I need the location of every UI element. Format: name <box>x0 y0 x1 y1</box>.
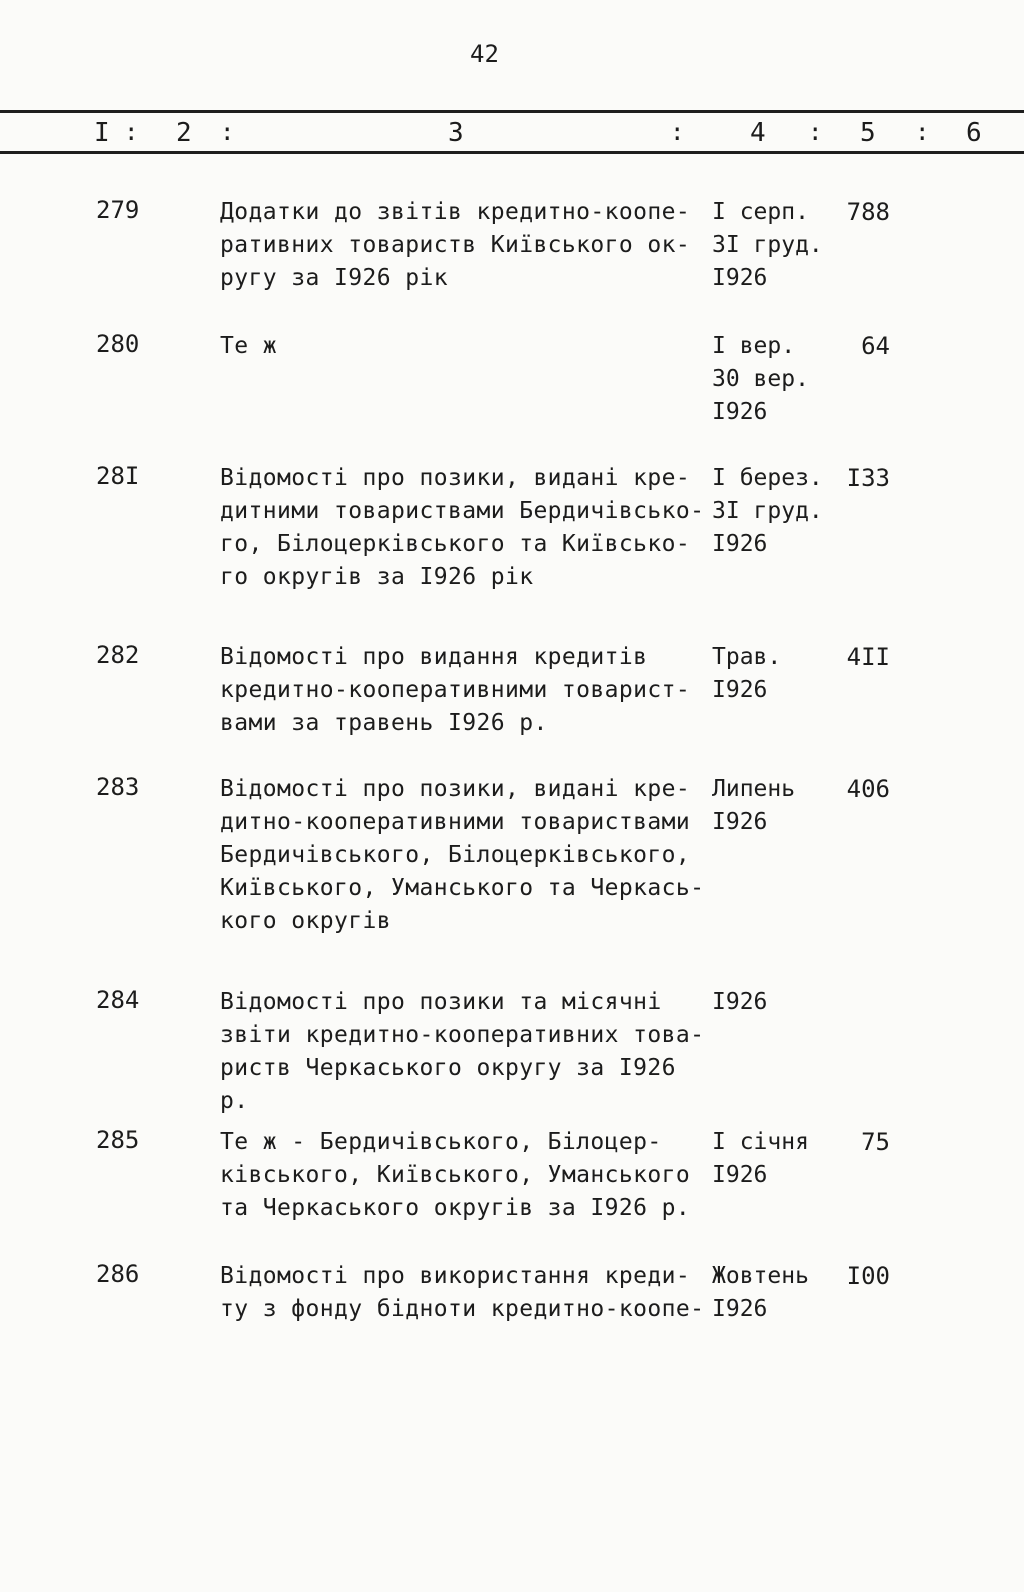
row-sheet-count: I00 <box>846 1262 890 1290</box>
row-dates: I серп. 3I груд. I926 <box>712 199 823 291</box>
column-header-4: 4 <box>750 118 766 148</box>
row-description: Відомості про позики та місячні звіти кредитно-кооперативних това- риств Черкаського округу за I926 р. <box>220 989 705 1114</box>
column-header-2: 2 <box>176 118 192 148</box>
column-header-3: 3 <box>448 118 464 148</box>
column-separator: : <box>915 118 930 146</box>
row-description: Відомості про використання креди- ту з фонду бідноти кредитно-коопе- <box>220 1263 705 1322</box>
row-sheet-count: 64 <box>861 332 890 360</box>
row-description: Відомості про позики, видані кре- дитно-кооперативними товариствами Бердичівського, Білоцерківського, Київського, Уманського та Черкась- кого округів <box>220 776 705 934</box>
header-bottom-rule <box>0 151 1024 154</box>
column-separator: : <box>124 118 139 146</box>
row-sheet-count: 75 <box>861 1128 890 1156</box>
row-number: 285 <box>96 1126 140 1154</box>
row-sheet-count: I33 <box>846 464 890 492</box>
row-description: Те ж - Бердичівського, Білоцер- ківського, Київського, Уманського та Черкаського округів за I926 р. <box>220 1129 691 1221</box>
row-dates: I берез. 3I груд. I926 <box>712 465 823 557</box>
row-number: 28I <box>96 462 140 490</box>
column-separator: : <box>670 118 685 146</box>
page-number: 42 <box>470 40 499 68</box>
row-number: 282 <box>96 641 140 669</box>
row-description: Додатки до звітів кредитно-коопе- ративних товариств Київського ок- ругу за I926 рік <box>220 199 691 291</box>
row-dates: I вер. 30 вер. I926 <box>712 333 809 425</box>
row-description: Відомості про позики, видані кре- дитними товариствами Бердичівсько- го, Білоцерківського та Київсько- го округів за I926 рік <box>220 465 705 590</box>
row-sheet-count: 4II <box>846 643 890 671</box>
row-number: 279 <box>96 196 140 224</box>
row-description: Відомості про видання кредитів кредитно-кооперативними товарист- вами за травень I926 р. <box>220 644 691 736</box>
column-header-1: I <box>94 118 110 148</box>
row-dates: Липень I926 <box>712 776 796 835</box>
row-number: 284 <box>96 986 140 1014</box>
row-number: 286 <box>96 1260 140 1288</box>
row-number: 283 <box>96 773 140 801</box>
row-dates: I926 <box>712 989 768 1015</box>
row-description: Те ж <box>220 333 277 359</box>
row-dates: Жовтень I926 <box>712 1263 809 1322</box>
column-separator: : <box>220 118 235 146</box>
column-header-5: 5 <box>860 118 876 148</box>
header-top-rule <box>0 110 1024 113</box>
column-separator: : <box>808 118 823 146</box>
column-header-6: 6 <box>966 118 982 148</box>
row-dates: I січня I926 <box>712 1129 809 1188</box>
row-dates: Трав. I926 <box>712 644 782 703</box>
row-number: 280 <box>96 330 140 358</box>
row-sheet-count: 406 <box>846 775 890 803</box>
row-sheet-count: 788 <box>846 198 890 226</box>
